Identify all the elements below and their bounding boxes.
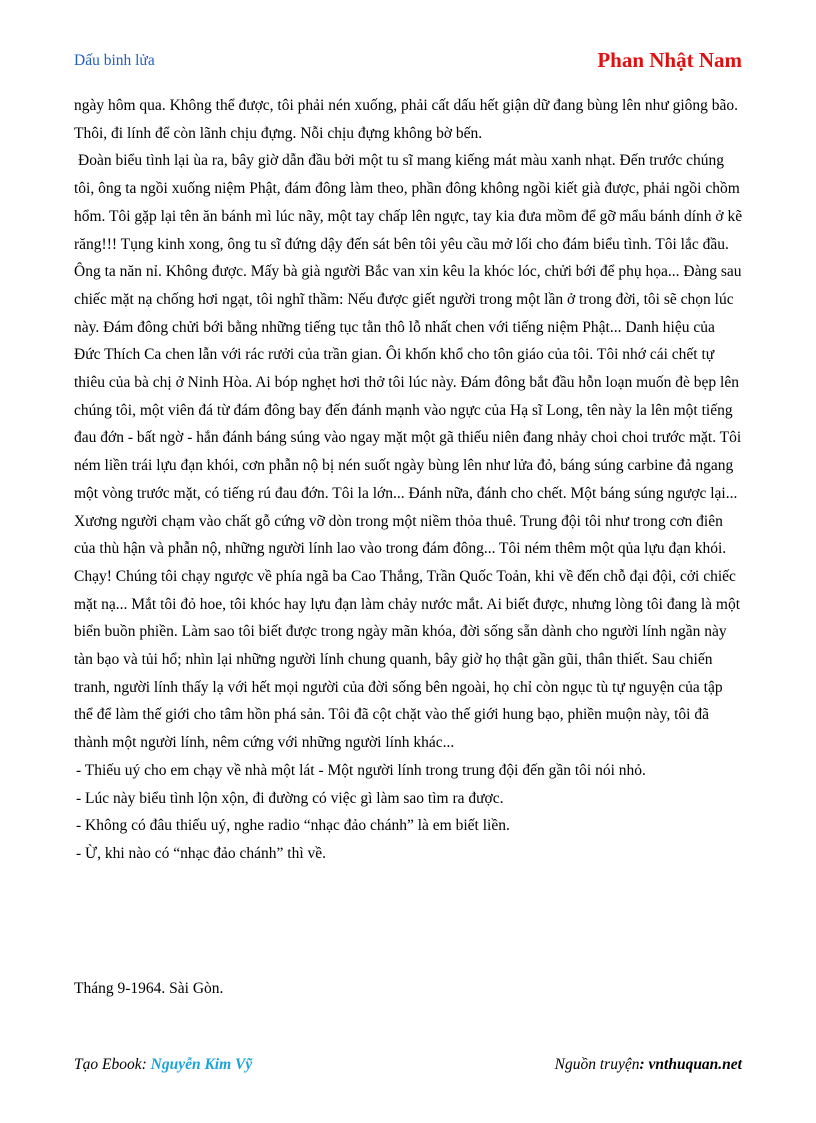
footer-ebook-credit — [74, 1056, 252, 1074]
paragraph-main: Đoàn biểu tình lại ùa ra, bây giờ dẫn đầu bởi một tu sĩ mang kiếng mát màu xanh nhạt. Đến trước chúng tôi, ông ta ngồi xuống niệm Phật, đám đông làm theo, phần đông không ngồi kiết già được, phải ngồi chồm hổm. Tôi gặp lại tên ăn bánh mì lúc nãy, một tay chấp lên ngực, tay kia đưa mồm để gỡ mẩu bánh dính ở kẽ răng!!! Tụng kinh xong, ông tu sĩ đứng dậy đến sát bên tôi yêu cầu mở lối cho đám biểu tình. Tôi lắc đầu. Ông ta năn nỉ. Không được. Mấy bà già người Bắc van xin kêu la khóc lóc, chửi bới để phụ họa... Đàng sau chiếc mặt nạ chống hơi ngạt, tôi nghĩ thầm: Nếu được giết người trong một lần ở trong đời, tôi sẽ chọn lúc này. Đám đông chửi bới bằng những tiếng tục tằn thô lỗ nhất chen với tiếng niệm Phật... Danh hiệu của Đức Thích Ca chen lẫn với rác rưởi của trần gian. Ôi khốn khổ cho tôn giáo của tôi. Tôi nhớ cái chết tự thiêu của bà chị ở Ninh Hòa. Ai bóp nghẹt hơi thở tôi lúc này. Đám đông bắt đầu hỗn loạn muốn đè bẹp lên chúng tôi, một viên đá từ đám đông bay đến đánh mạnh vào ngực của Hạ sĩ Long, tên này la lên một tiếng đau đớn - bất ngờ - hắn đánh báng súng vào ngay mặt một gã thiếu niên đang nhảy choi choi trước mặt. Tôi ném liền trái lựu đạn khói, cơn phẫn nộ bị nén suốt ngày bùng lên như lửa đỏ, báng súng carbine đả ngang một vòng trước mặt, có tiếng rú đau đớn. Tôi la lớn... Đánh nữa, đánh cho chết. Một báng súng ngược lại... Xương người chạm vào chất gỗ cứng vỡ dòn trong một niềm thỏa thuê. Trung đội tôi như trong cơn điên của thù hận và phẫn nộ, những người lính lao vào trong đám đông... Tôi ném thêm một qủa lựu đạn khói. Chạy! Chúng tôi chạy ngược về phía ngã ba Cao Thắng, Trần Quốc Toản, khi về đến chỗ đại đội, cởi chiếc mặt nạ... Mắt tôi đỏ hoe, tôi khóc hay lựu đạn làm chảy nước mắt. Ai biết được, nhưng lòng tôi đang là một biển buồn phiền. Làm sao tôi biết được trong ngày mãn khóa, đời sống sẵn dành cho người lính ngần này tàn bạo và tủi hổ; nhìn lại những người lính chung quanh, bây giờ họ thật gần gũi, thân thiết. Sau chiến tranh, người lính thấy lạ với hết mọi người của đời sống bên ngoài, họ chỉ còn ngục tù tự nguyện của tập thể để làm thế giới cho tâm hồn phá sản. Tôi đã cột chặt vào thế giới hung bạo, phiền muộn này, tôi đã thành một người lính, nêm cứng với những người lính khác... — [74, 152, 743, 752]
book-title: Dấu binh lửa — [74, 52, 155, 69]
document-body — [74, 92, 744, 868]
dialogue-line: - Không có đâu thiếu uý, nghe radio “nhạc đảo chánh” là em biết liền. — [76, 817, 510, 835]
source-separator: : — [639, 1056, 649, 1073]
author-name: Phan Nhật Nam — [597, 48, 742, 72]
ebook-creator: Nguyễn Kim Vỹ — [150, 1056, 253, 1073]
ebook-separator: : — [141, 1056, 151, 1073]
paragraph-continued: ngày hôm qua. Không thể được, tôi phải nén xuống, phải cất dấu hết giận dữ đang bùng lên như giông bão. Thôi, đi lính để còn lãnh chịu đựng. Nỗi chịu đựng không bờ bến. — [74, 97, 739, 142]
dialogue-line: - Lúc này biểu tình lộn xộn, đi đường có việc gì làm sao tìm ra được. — [76, 789, 504, 807]
ebook-label: Tạo Ebook — [74, 1056, 142, 1073]
footer-source-credit — [555, 1056, 742, 1074]
dialogue-line: - Ừ, khi nào có “nhạc đảo chánh” thì về. — [76, 844, 327, 862]
source-label: Nguồn truyện — [554, 1056, 640, 1073]
source-site: vnthuquan.net — [648, 1056, 742, 1073]
dialogue-line: - Thiếu uý cho em chạy về nhà một lát - Một người lính trong trung đội đến gần tôi nói nhỏ. — [76, 761, 646, 779]
dateline: Tháng 9-1964. Sài Gòn. — [74, 980, 224, 997]
